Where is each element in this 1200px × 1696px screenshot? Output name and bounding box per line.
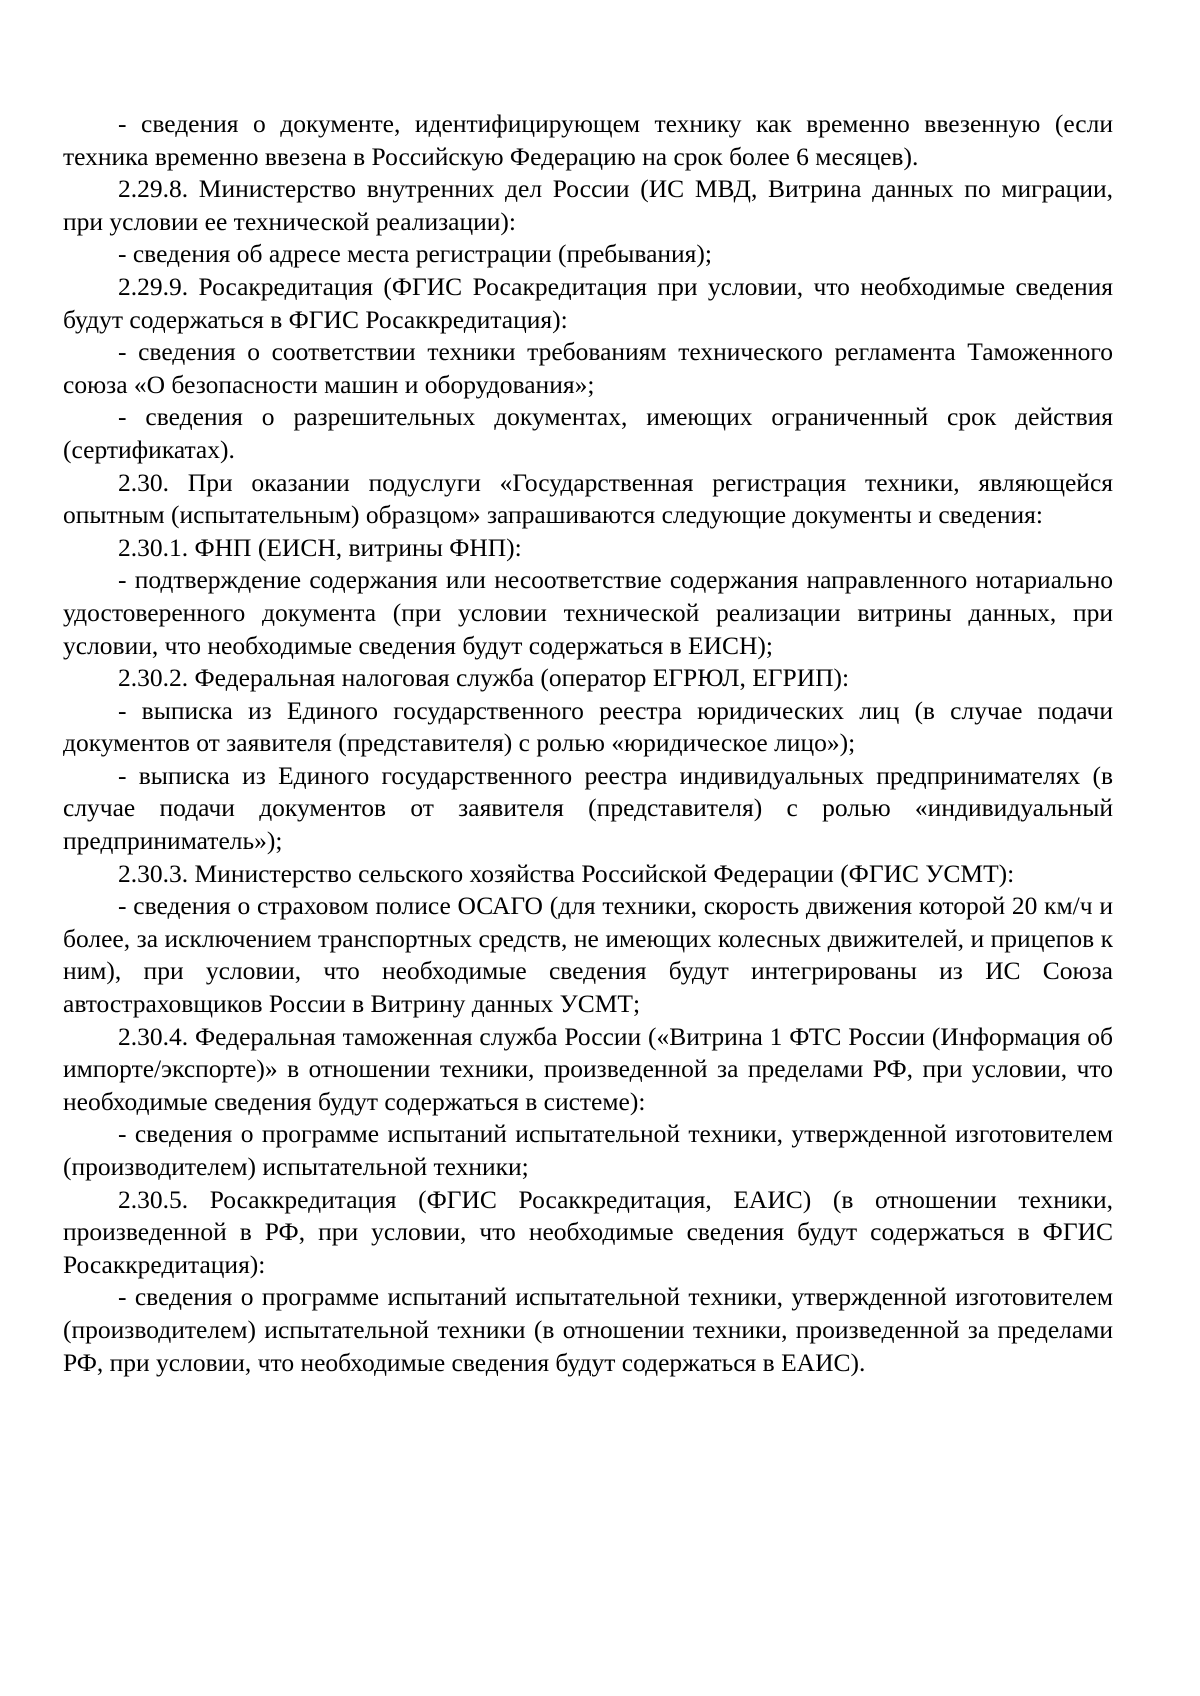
document-page xyxy=(63,108,1113,1379)
paragraph-egrip-extract: - выписка из Единого государственного реестра индивидуальных предпринимателях (в случае подачи документов от заявителя (представителя) с ролью «индивидуальный предприниматель»); xyxy=(63,760,1113,856)
paragraph-technical-regulation-compliance: - сведения о соответствии техники требованиям технического регламента Таможенного союза «О безопасности машин и оборудования»; xyxy=(63,337,1113,399)
paragraph-notarial-document-confirmation: - подтверждение содержания или несоответствие содержания направленного нотариально удостоверенного документа (при условии технической реализации витрины данных, при условии, что необходимые сведения будут содержаться в ЕИСН); xyxy=(63,565,1113,660)
paragraph-2-30-4: 2.30.4. Федеральная таможенная служба России («Витрина 1 ФТС России (Информация об импорте/экспорте)» в отношении техники, произведенной за пределами РФ, при условии, что необходимые сведения будут содержаться в системе): xyxy=(63,1021,1113,1116)
paragraph-test-program-eais: - сведения о программе испытаний испытательной техники, утвержденной изготовителем (производителем) испытательной техники (в отношении техники, произведенной за пределами РФ, при условии, что необходимые сведения будут содержаться в ЕАИС). xyxy=(63,1282,1113,1377)
paragraph-2-29-8: 2.29.8. Министерство внутренних дел России (ИС МВД, Витрина данных по миграции, при условии ее технической реализации): xyxy=(63,174,1113,236)
paragraph-2-30: 2.30. При оказании подуслуги «Государственная регистрация техники, являющейся опытным (испытательным) образцом» запрашиваются следующие документы и сведения: xyxy=(63,467,1113,530)
paragraph-registration-address: - сведения об адресе места регистрации (пребывания); xyxy=(118,239,712,269)
paragraph-2-30-3: 2.30.3. Министерство сельского хозяйства Российской Федерации (ФГИС УСМТ): xyxy=(118,858,1015,888)
paragraph-temporary-import-document: - сведения о документе, идентифицирующем технику как временно ввезенную (если техника временно ввезена в Российскую Федерацию на срок более 6 месяцев). xyxy=(63,109,1113,171)
paragraph-2-30-5: 2.30.5. Росаккредитация (ФГИС Росаккредитация, ЕАИС) (в отношении техники, произведенной в РФ, при условии, что необходимые сведения будут содержаться в ФГИС Росаккредитация): xyxy=(63,1184,1113,1279)
paragraph-permit-documents: - сведения о разрешительных документах, имеющих ограниченный срок действия (сертификатах). xyxy=(63,402,1113,464)
paragraph-egrul-extract: - выписка из Единого государственного реестра юридических лиц (в случае подачи документов от заявителя (представителя) с ролью «юридическое лицо»); xyxy=(63,695,1113,758)
paragraph-2-30-2: 2.30.2. Федеральная налоговая служба (оператор ЕГРЮЛ, ЕГРИП): xyxy=(118,663,850,693)
paragraph-2-30-1: 2.30.1. ФНП (ЕИСН, витрины ФНП): xyxy=(118,532,522,562)
paragraph-test-program-info: - сведения о программе испытаний испытательной техники, утвержденной изготовителем (производителем) испытательной техники; xyxy=(63,1119,1113,1181)
paragraph-2-29-9: 2.29.9. Росакредитация (ФГИС Росакредитация при условии, что необходимые сведения будут содержаться в ФГИС Росаккредитация): xyxy=(63,271,1113,334)
paragraph-osago-policy: - сведения о страховом полисе ОСАГО (для техники, скорость движения которой 20 км/ч и более, за исключением транспортных средств, не имеющих колесных движителей, и прицепов к ним), при условии, что необходимые сведения будут интегрированы из ИС Союза автостраховщиков России в Витрину данных УСМТ; xyxy=(63,891,1113,1019)
